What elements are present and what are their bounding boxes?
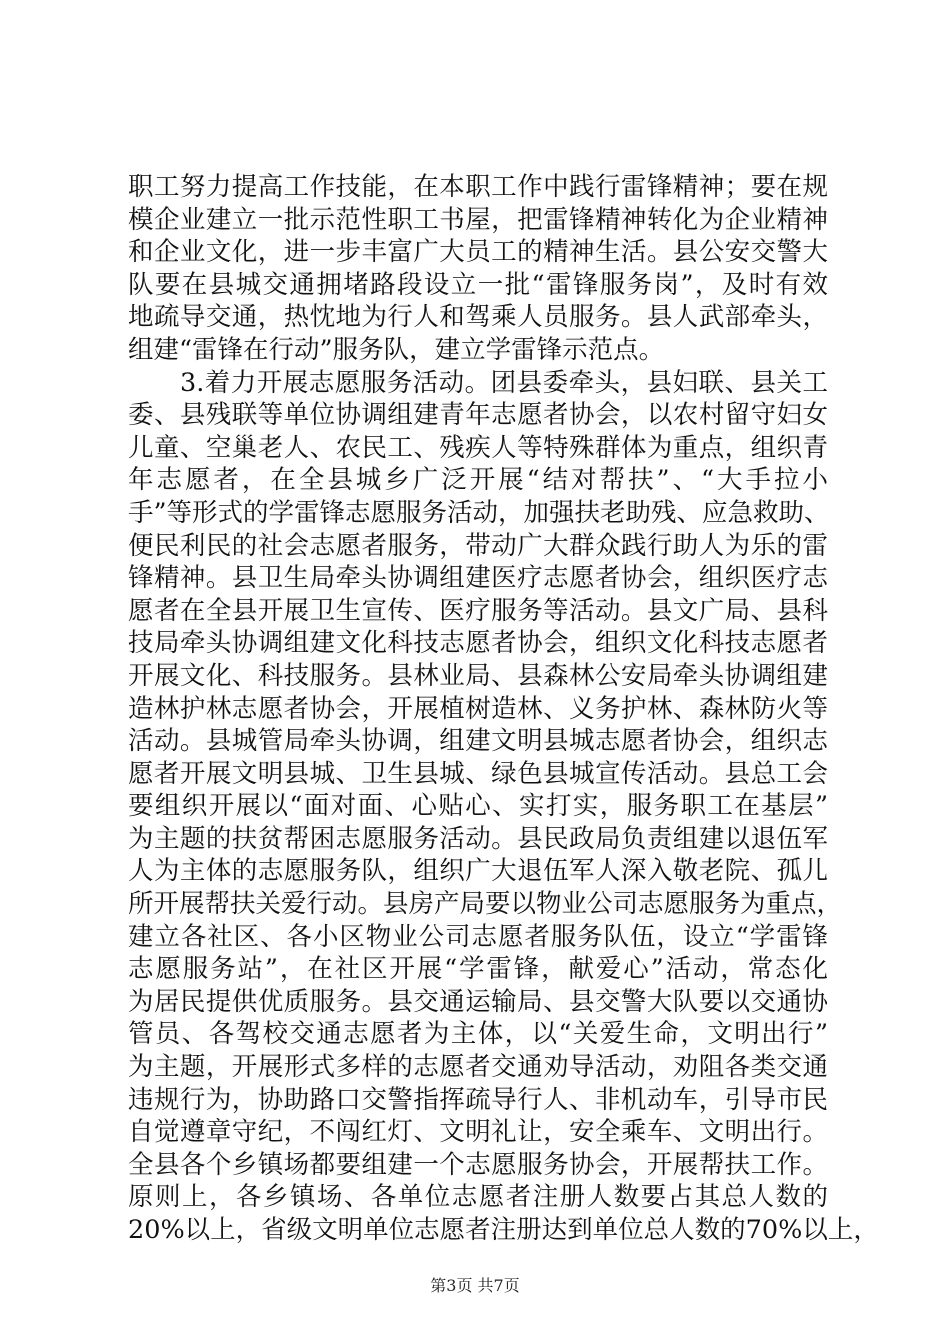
text-line: 和企业文化，进一步丰富广大员工的精神生活。县公安交警大 bbox=[128, 237, 828, 268]
text-line: 20%以上，省级文明单位志愿者注册达到单位总人数的70%以上， bbox=[128, 1215, 879, 1245]
text-line: 职工努力提高工作技能，在本职工作中践行雷锋精神；要在规 bbox=[128, 172, 828, 202]
text-line: 建立各社区、各小区物业公司志愿者服务队伍，设立“学雷锋 bbox=[128, 921, 828, 952]
text-line: 模企业建立一批示范性职工书屋，把雷锋精神转化为企业精神 bbox=[128, 204, 828, 235]
text-line: 开展文化、科技服务。县林业局、县森林公安局牵头协调组建 bbox=[128, 660, 828, 691]
text-line: 手”等形式的学雷锋志愿服务活动，加强扶老助残、应急救助、 bbox=[128, 497, 830, 528]
text-line: 管员、各驾校交通志愿者为主体，以“关爱生命，文明出行” bbox=[128, 1019, 828, 1050]
text-line: 活动。县城管局牵头协调，组建文明县城志愿者协会，组织志 bbox=[128, 726, 828, 757]
text-line: 愿者在全县开展卫生宣传、医疗服务等活动。县文广局、县科 bbox=[128, 595, 828, 626]
text-line: 人为主体的志愿服务队，组织广大退伍军人深入敬老院、孤儿 bbox=[128, 856, 828, 887]
text-line: 组建“雷锋在行动”服务队，建立学雷锋示范点。 bbox=[128, 334, 665, 365]
text-line: 要组织开展以“面对面、心贴心、实打实，服务职工在基层” bbox=[128, 791, 828, 822]
text-line: 愿者开展文明县城、卫生县城、绿色县城宣传活动。县总工会 bbox=[128, 758, 828, 789]
page-footer: 第3页 共7页 bbox=[430, 1276, 520, 1295]
text-line: 便民利民的社会志愿者服务，带动广大群众践行助人为乐的雷 bbox=[128, 530, 828, 561]
text-line: 委、县残联等单位协调组建青年志愿者协会，以农村留守妇女 bbox=[128, 400, 828, 431]
text-line: 儿童、空巢老人、农民工、残疾人等特殊群体为重点，组织青 bbox=[128, 432, 828, 463]
text-line: 所开展帮扶关爱行动。县房产局要以物业公司志愿服务为重点， bbox=[128, 889, 843, 920]
text-line: 地疏导交通，热忱地为行人和驾乘人员服务。县人武部牵头， bbox=[128, 302, 828, 333]
body-text bbox=[128, 171, 879, 1247]
text-line: 为居民提供优质服务。县交通运输局、县交警大队要以交通协 bbox=[128, 986, 828, 1017]
text-line: 3.着力开展志愿服务活动。团县委牵头，县妇联、县关工 bbox=[128, 367, 828, 398]
text-line: 队要在县城交通拥堵路段设立一批“雷锋服务岗”，及时有效 bbox=[128, 269, 828, 300]
text-line: 为主题的扶贫帮困志愿服务活动。县民政局负责组建以退伍军 bbox=[128, 823, 828, 854]
text-line: 志愿服务站”，在社区开展“学雷锋，献爱心”活动，常态化 bbox=[128, 954, 828, 985]
text-line: 违规行为，协助路口交警指挥疏导行人、非机动车，引导市民 bbox=[128, 1084, 828, 1115]
text-line: 为主题，开展形式多样的志愿者交通劝导活动，劝阻各类交通 bbox=[128, 1052, 828, 1083]
text-line: 全县各个乡镇场都要组建一个志愿服务协会，开展帮扶工作。 bbox=[128, 1149, 828, 1180]
text-line: 原则上，各乡镇场、各单位志愿者注册人数要占其总人数的 bbox=[128, 1182, 828, 1213]
text-line: 年志愿者，在全县城乡广泛开展“结对帮扶”、“大手拉小 bbox=[128, 465, 828, 496]
text-line: 造林护林志愿者协会，开展植树造林、义务护林、森林防火等 bbox=[128, 693, 828, 724]
text-line: 锋精神。县卫生局牵头协调组建医疗志愿者协会，组织医疗志 bbox=[128, 563, 828, 594]
text-line: 技局牵头协调组建文化科技志愿者协会，组织文化科技志愿者 bbox=[128, 628, 828, 659]
text-line: 自觉遵章守纪，不闯红灯、文明礼让，安全乘车、文明出行。 bbox=[128, 1117, 828, 1148]
